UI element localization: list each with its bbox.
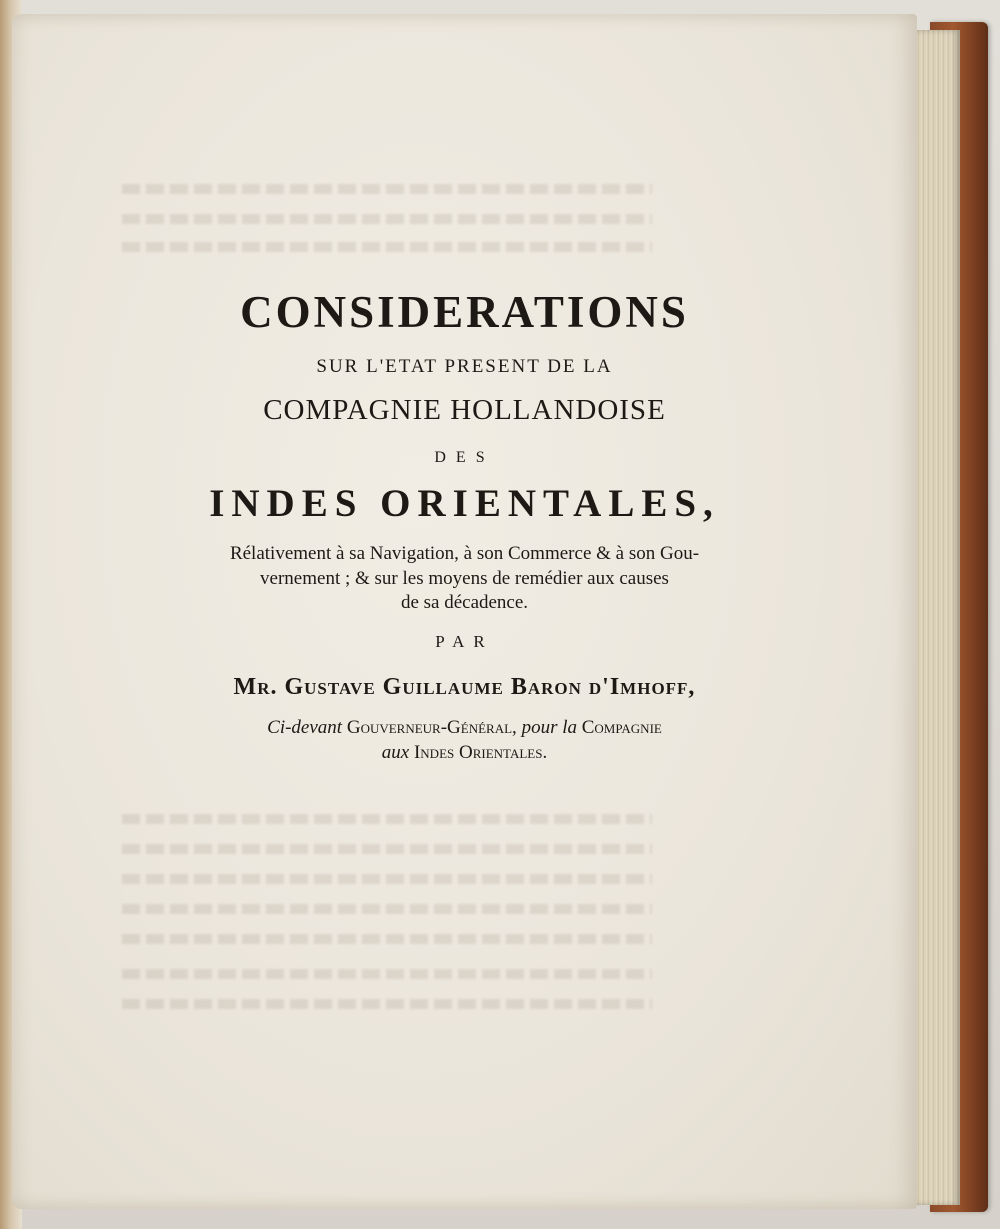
description-line: vernement ; & sur les moyens de remédier aux causes — [260, 568, 669, 589]
show-through-text — [122, 934, 652, 944]
main-title: CONSIDERATIONS — [240, 287, 689, 337]
role-title: Gouverneur-Général, — [346, 717, 517, 738]
show-through-text — [122, 999, 652, 1009]
role-prefix: Ci-devant — [267, 717, 343, 738]
author-role-line-2 — [12, 742, 917, 764]
show-through-text — [122, 874, 652, 884]
show-through-text — [122, 969, 652, 979]
role-line2-place: Indes Orientales. — [413, 742, 548, 763]
role-line2-prefix: aux — [381, 742, 410, 763]
show-through-text — [122, 242, 652, 252]
subtitle-line-3: DES — [434, 449, 495, 466]
author-role-line-1 — [12, 717, 917, 739]
description-line: de sa décadence. — [400, 592, 529, 613]
role-connector: pour la — [521, 717, 577, 738]
description-line: Rélativement à sa Navigation, à son Commerce & à son Gou- — [229, 543, 700, 564]
subtitle-line-4: INDES ORIENTALES, — [209, 482, 720, 525]
show-through-text — [122, 844, 652, 854]
role-company: Compagnie — [581, 717, 662, 738]
show-through-text — [122, 814, 652, 824]
author-name: Mr. Gustave Guillaume Baron d'Imhoff, — [233, 674, 696, 700]
subtitle-line-2: COMPAGNIE HOLLANDOISE — [263, 394, 666, 426]
by-line: PAR — [435, 632, 494, 651]
subtitle-line-1: SUR L'ETAT PRESENT DE LA — [316, 356, 613, 377]
show-through-text — [122, 904, 652, 914]
show-through-text — [122, 214, 652, 224]
show-through-text — [122, 184, 652, 194]
title-page — [12, 14, 917, 1209]
